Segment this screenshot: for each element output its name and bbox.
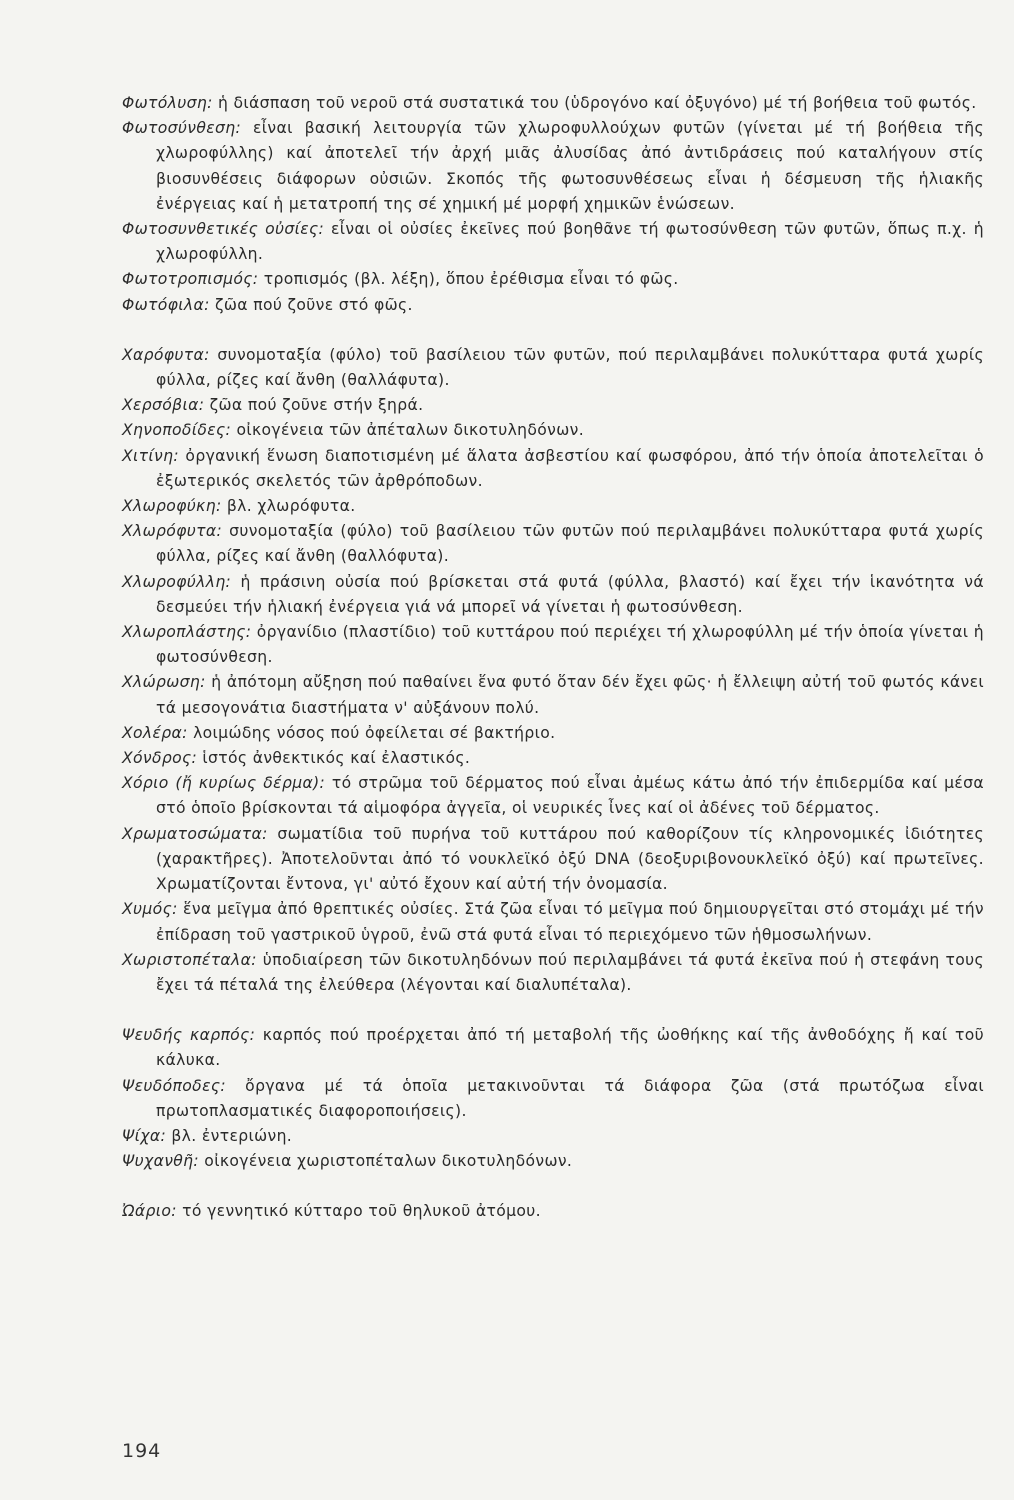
glossary-entry <box>122 670 984 720</box>
entry-definition: ἕνα μεῖγμα ἀπό θρεπτικές οὐσίες. Στά ζῶα εἶναι τό μεῖγμα πού δημιουργεῖται στό στομάχι μέ τήν ἐπίδραση τοῦ γαστρικοῦ ὑγροῦ, ἐνῶ στά φυτά εἶναι τό περιεχόμενο τῶν ἡθμοσωλήνων. <box>156 900 984 944</box>
entry-term: Ὠάριο: <box>122 1202 177 1221</box>
group-separator <box>122 1174 984 1199</box>
glossary-entry <box>122 721 984 746</box>
entry-definition: τροπισμός (βλ. λέξη), ὅπου ἐρέθισμα εἶναι τό φῶς. <box>258 270 679 289</box>
glossary-entry <box>122 116 984 217</box>
group-separator <box>122 318 984 343</box>
glossary-entry <box>122 494 984 519</box>
glossary-entry <box>122 746 984 771</box>
entry-definition: ζῶα πού ζοῦνε στήν ξηρά. <box>204 396 424 415</box>
entry-term: Χωριστοπέταλα: <box>122 950 257 969</box>
entry-definition: βλ. ἐντεριώνη. <box>166 1126 293 1145</box>
glossary-entry <box>122 1199 984 1224</box>
glossary-entry <box>122 1124 984 1149</box>
glossary-entry <box>122 620 984 670</box>
entry-definition: οἰκογένεια τῶν ἀπέταλων δικοτυληδόνων. <box>231 421 585 440</box>
glossary-entry <box>122 293 984 318</box>
entry-term: Χόνδρος: <box>122 749 198 768</box>
entry-term: Φωτοσύνθεση: <box>122 119 242 138</box>
glossary-entry <box>122 444 984 494</box>
entry-definition: ἱστός ἀνθεκτικός καί ἐλαστικός. <box>197 749 471 768</box>
entry-definition: ζῶα πού ζοῦνε στό φῶς. <box>209 295 413 314</box>
glossary-entry <box>122 570 984 620</box>
glossary-entry <box>122 1149 984 1174</box>
entry-term: Χλώρωση: <box>122 673 206 692</box>
entry-definition: εἶναι βασική λειτουργία τῶν χλωροφυλλούχων φυτῶν (γίνεται μέ τή βοήθεια τῆς χλωροφύλλης) καί ἀποτελεῖ τήν ἀρχή μιᾶς ἀλυσίδας ἀπό ἀντιδράσεις πού καταλήγουν στίς βιοσυνθέσεις διάφορων οὐσιῶν. Σκοπός τῆς φωτοσυνθέσεως εἶναι ἡ δέσμευση τῆς ἡλιακῆς ἐνέργειας καί ἡ μετατροπή της σέ χημική μέ μορφή χημικῶν ἑνώσεων. <box>156 119 984 213</box>
entry-term: Χυμός: <box>122 900 178 919</box>
entry-definition: ὀργανική ἕνωση διαποτισμένη μέ ἅλατα ἀσβεστίου καί φωσφόρου, ἀπό τήν ὁποία ἀποτελεῖται ὁ ἐξωτερικός σκελετός τῶν ἀρθρόποδων. <box>156 446 984 490</box>
entry-definition: ἡ ἀπότομη αὔξηση πού παθαίνει ἕνα φυτό ὅταν δέν ἔχει φῶς· ἡ ἔλλειψη αὐτή τοῦ φωτός κάνει τά μεσογονάτια διαστήματα ν' αὐξάνουν πολύ. <box>156 673 984 717</box>
entry-term: Φωτόλυση: <box>122 94 213 112</box>
glossary <box>122 91 984 1225</box>
entry-definition: καρπός πού προέρχεται ἀπό τή μεταβολή τῆς ὠοθήκης καί τῆς ἀνθοδόχης ἤ καί τοῦ κάλυκα. <box>156 1026 984 1070</box>
entry-definition: οἰκογένεια χωριστοπέταλων δικοτυληδόνων. <box>199 1152 573 1171</box>
entry-term: Ψευδής καρπός: <box>122 1026 256 1045</box>
glossary-entry <box>122 948 984 998</box>
page-number: 194 <box>122 1440 162 1462</box>
entry-term: Χλωρόφυτα: <box>122 522 223 541</box>
glossary-entry <box>122 519 984 569</box>
entry-definition: βλ. χλωρόφυτα. <box>221 497 356 516</box>
glossary-entry <box>122 771 984 821</box>
entry-term: Φωτοτροπισμός: <box>122 270 259 289</box>
entry-definition: συνομοταξία (φύλο) τοῦ βασίλειου τῶν φυτῶν πού περιλαμβάνει πολυκύτταρα φυτά χωρίς φύλλα, ρίζες καί ἄνθη (θαλλόφυτα). <box>156 522 984 566</box>
entry-term: Χερσόβια: <box>122 396 205 415</box>
glossary-entry <box>122 267 984 292</box>
glossary-entry <box>122 897 984 947</box>
entry-term: Χόριο (ἤ κυρίως δέρμα): <box>122 774 326 793</box>
entry-definition: τό γεννητικό κύτταρο τοῦ θηλυκοῦ ἀτόμου. <box>176 1202 541 1221</box>
entry-term: Χολέρα: <box>122 723 188 742</box>
entry-term: Χλωροπλάστης: <box>122 623 252 642</box>
entry-definition: λοιμώδης νόσος πού ὀφείλεται σέ βακτήριο. <box>187 723 556 742</box>
entry-definition: σωματίδια τοῦ πυρήνα τοῦ κυττάρου πού καθορίζουν τίς κληρονομικές ἰδιότητες (χαρακτῆρες). Ἀποτελοῦνται ἀπό τό νουκλεϊκό ὀξύ DNA (δεοξυριβονουκλεϊκό ὀξύ) καί πρωτεῖνες. Χρωματίζονται ἔντονα, γι' αὐτό ἔχουν καί αὐτή τήν ὀνομασία. <box>156 824 984 894</box>
glossary-entry <box>122 343 984 393</box>
entry-term: Χλωροφύκη: <box>122 497 222 516</box>
entry-definition: συνομοταξία (φύλο) τοῦ βασίλειου τῶν φυτῶν, πού περιλαμβάνει πολυκύτταρα φυτά χωρίς φύλλα, ρίζες καί ἄνθη (θαλλάφυτα). <box>156 345 984 390</box>
entry-definition: ὄργανα μέ τά ὁποῖα μετακινοῦνται τά διάφορα ζῶα (στά πρωτόζωα εἶναι πρωτοπλασματικές διαφοροποιήσεις). <box>156 1076 984 1120</box>
entry-definition: ἡ πράσινη οὐσία πού βρίσκεται στά φυτά (φύλλα, βλαστό) καί ἔχει τήν ἱκανότητα νά δεσμεύει τήν ἡλιακή ἐνέργεια γιά νά μπορεῖ νά γίνεται ἡ φωτοσύνθεση. <box>156 572 984 616</box>
entry-term: Ψυχανθῆ: <box>122 1152 199 1171</box>
entry-term: Φωτοσυνθετικές οὐσίες: <box>122 220 325 239</box>
entry-term: Φωτόφιλα: <box>122 295 210 314</box>
entry-definition: ὑποδιαίρεση τῶν δικοτυληδόνων πού περιλαμβάνει τά φυτά ἐκεῖνα πού ἡ στεφάνη τους ἔχει τά πέταλά της ἐλεύθερα (λέγονται καί διαλυπέταλα). <box>156 950 984 994</box>
glossary-entry <box>122 418 984 443</box>
entry-definition: ἡ διάσπαση τοῦ νεροῦ στά συστατικά του (ὑδρογόνο καί ὀξυγόνο) μέ τή βοήθεια τοῦ φωτός. <box>212 94 977 112</box>
entry-definition: τό στρῶμα τοῦ δέρματος πού εἶναι ἀμέως κάτω ἀπό τήν ἐπιδερμίδα καί μέσα στό ὁποῖο βρίσκονται τά αἱμοφόρα ἀγγεῖα, οἱ νευρικές ἶνες καί οἱ ἀδένες τοῦ δέρματος. <box>156 774 984 818</box>
entry-definition: ὀργανίδιο (πλαστίδιο) τοῦ κυττάρου πού περιέχει τή χλωροφύλλη μέ τήν ὁποία γίνεται ἡ φωτοσύνθεση. <box>156 623 984 667</box>
glossary-entry <box>122 91 984 116</box>
group-separator <box>122 998 984 1023</box>
glossary-entry <box>122 393 984 418</box>
entry-term: Ψευδόποδες: <box>122 1076 226 1095</box>
entry-term: Χλωροφύλλη: <box>122 572 232 591</box>
glossary-entry <box>122 217 984 267</box>
entry-term: Χρωματοσώματα: <box>122 824 268 843</box>
entry-term: Χηνοποδίδες: <box>122 421 232 440</box>
glossary-entry <box>122 1074 984 1124</box>
glossary-entry <box>122 1023 984 1073</box>
glossary-entry <box>122 822 984 898</box>
entry-definition: εἶναι οἱ οὐσίες ἐκεῖνες πού βοηθᾶνε τή φωτοσύνθεση τῶν φυτῶν, ὅπως π.χ. ἡ χλωροφύλλη. <box>156 220 984 264</box>
entry-term: Χιτίνη: <box>122 446 179 465</box>
entry-term: Ψίχα: <box>122 1126 167 1145</box>
entry-term: Χαρόφυτα: <box>122 345 210 364</box>
